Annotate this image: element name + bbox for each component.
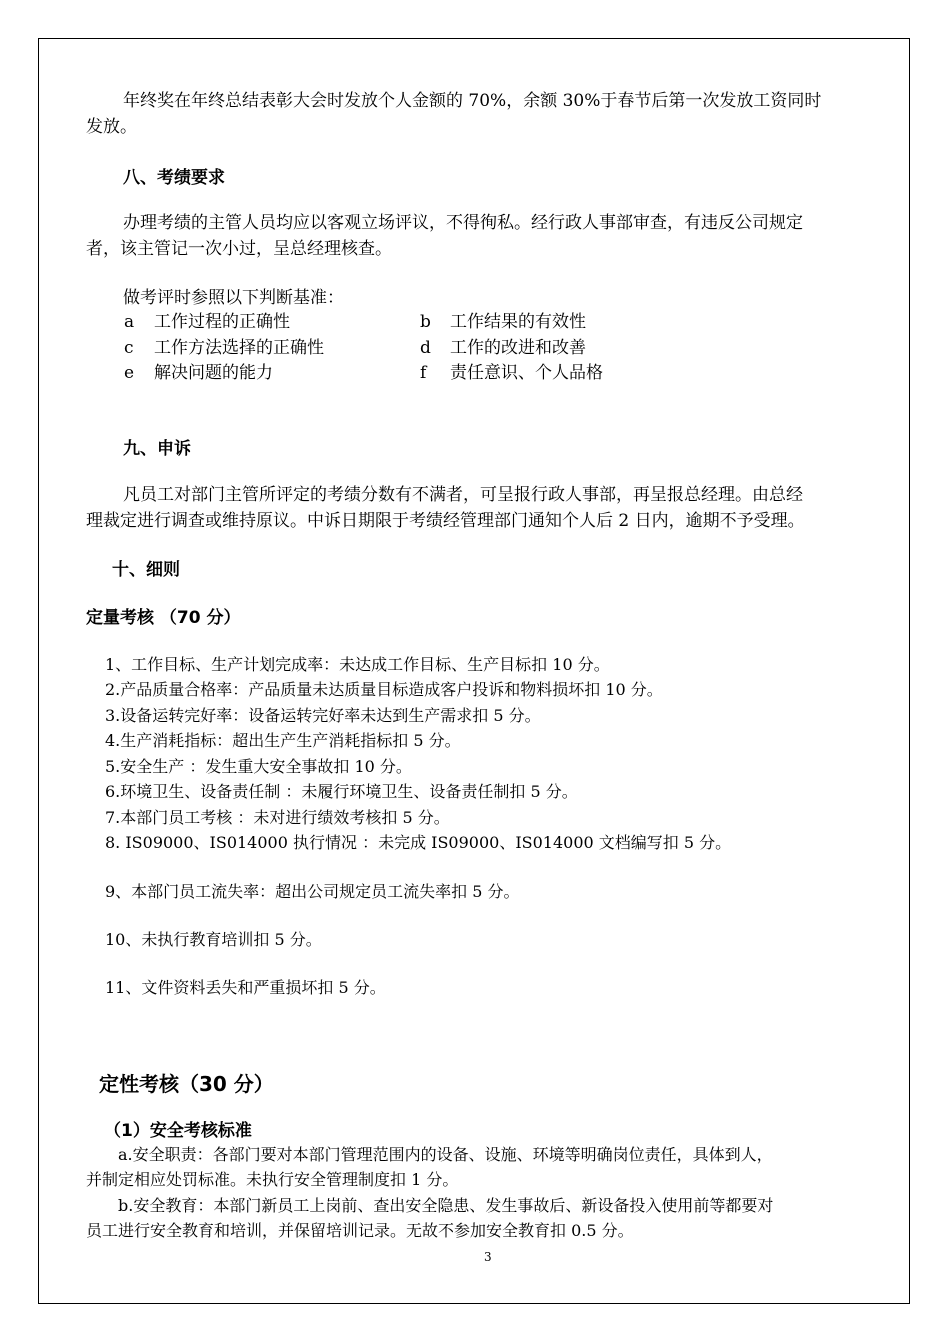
quant-item: 3.设备运转完好率：设备运转完好率未达到生产需求扣 5 分。 [105, 706, 541, 725]
quant-item: 8. IS09000、IS014000 执行情况 ：未完成 IS09000、IS014000 文档编写扣 5 分。 [105, 833, 732, 852]
appeal-paragraph-line2: 理裁定进行调查或维持原议。中诉日期限于考绩经管理部门通知个人后 2 日内，逾期不予受理。 [86, 511, 805, 531]
criteria-text: 解决问题的能力 [154, 363, 273, 383]
qualitative-heading: 定性考核（30 分） [99, 1072, 274, 1096]
appraisal-paragraph-line1: 办理考绩的主管人员均应以客观立场评议，不得徇私。经行政人事部审查，有违反公司规定 [123, 213, 803, 233]
criteria-text: 工作过程的正确性 [154, 312, 290, 332]
page-number: 3 [484, 1250, 492, 1264]
criteria-letter: b [420, 312, 431, 332]
bonus-paragraph-line2: 发放。 [86, 117, 137, 137]
section-heading-appraisal-requirements: 八、考绩要求 [123, 168, 225, 188]
quant-item: 4.生产消耗指标：超出生产生产消耗指标扣 5 分。 [105, 731, 461, 750]
criteria-item [124, 360, 273, 386]
quant-item: 6.环境卫生、设备责任制 ：未履行环境卫生、设备责任制扣 5 分。 [105, 782, 578, 801]
criteria-letter: d [420, 338, 431, 358]
bonus-paragraph-line1: 年终奖在年终总结表彰大会时发放个人金额的 70%，余额 30%于春节后第一次发放工资同时 [123, 91, 822, 111]
criteria-text: 工作的改进和改善 [450, 338, 586, 358]
criteria-letter: a [124, 312, 135, 332]
quant-item: 9、本部门员工流失率：超出公司规定员工流失率扣 5 分。 [105, 882, 520, 901]
safety-duty-line2: 并制定相应处罚标准。未执行安全管理制度扣 1 分。 [86, 1170, 459, 1189]
quant-item: 10、未执行教育培训扣 5 分。 [105, 930, 322, 949]
section-heading-details: 十、细则 [112, 560, 180, 580]
safety-duty-line1: a.安全职责：各部门要对本部门管理范围内的设备、设施、环境等明确岗位责任，具体到人， [118, 1145, 773, 1164]
criteria-letter: c [124, 338, 134, 358]
appraisal-paragraph-line2: 者，该主管记一次小过，呈总经理核查。 [86, 239, 392, 259]
criteria-intro: 做考评时参照以下判断基准： [123, 288, 344, 308]
quant-item: 11、文件资料丢失和严重损坏扣 5 分。 [105, 978, 386, 997]
criteria-item [420, 360, 603, 386]
safety-standard-heading: （1）安全考核标准 [104, 1121, 252, 1141]
criteria-letter: e [124, 363, 135, 383]
criteria-text: 工作结果的有效性 [450, 312, 586, 332]
quantitative-heading: 定量考核 （70 分） [86, 608, 241, 628]
criteria-text: 工作方法选择的正确性 [154, 338, 324, 358]
criteria-letter: f [420, 363, 427, 383]
section-heading-appeal: 九、申诉 [123, 439, 191, 459]
criteria-item [124, 335, 324, 361]
quant-item: 2.产品质量合格率：产品质量未达质量目标造成客户投诉和物料损坏扣 10 分。 [105, 680, 663, 699]
quant-item: 5.安全生产 ：发生重大安全事故扣 10 分。 [105, 757, 412, 776]
criteria-text: 责任意识、个人品格 [450, 363, 603, 383]
quant-item: 1、工作目标、生产计划完成率：未达成工作目标、生产目标扣 10 分。 [105, 655, 610, 674]
criteria-item [420, 335, 586, 361]
safety-education-line1: b.安全教育：本部门新员工上岗前、查出安全隐患、发生事故后、新设备投入使用前等都要对 [118, 1196, 774, 1215]
quant-item: 7.本部门员工考核 ：未对进行绩效考核扣 5 分。 [105, 808, 450, 827]
criteria-item [420, 309, 586, 335]
safety-education-line2: 员工进行安全教育和培训，并保留培训记录。无故不参加安全教育扣 0.5 分。 [86, 1221, 634, 1240]
criteria-item [124, 309, 290, 335]
appeal-paragraph-line1: 凡员工对部门主管所评定的考绩分数有不满者，可呈报行政人事部，再呈报总经理。由总经 [123, 485, 803, 505]
